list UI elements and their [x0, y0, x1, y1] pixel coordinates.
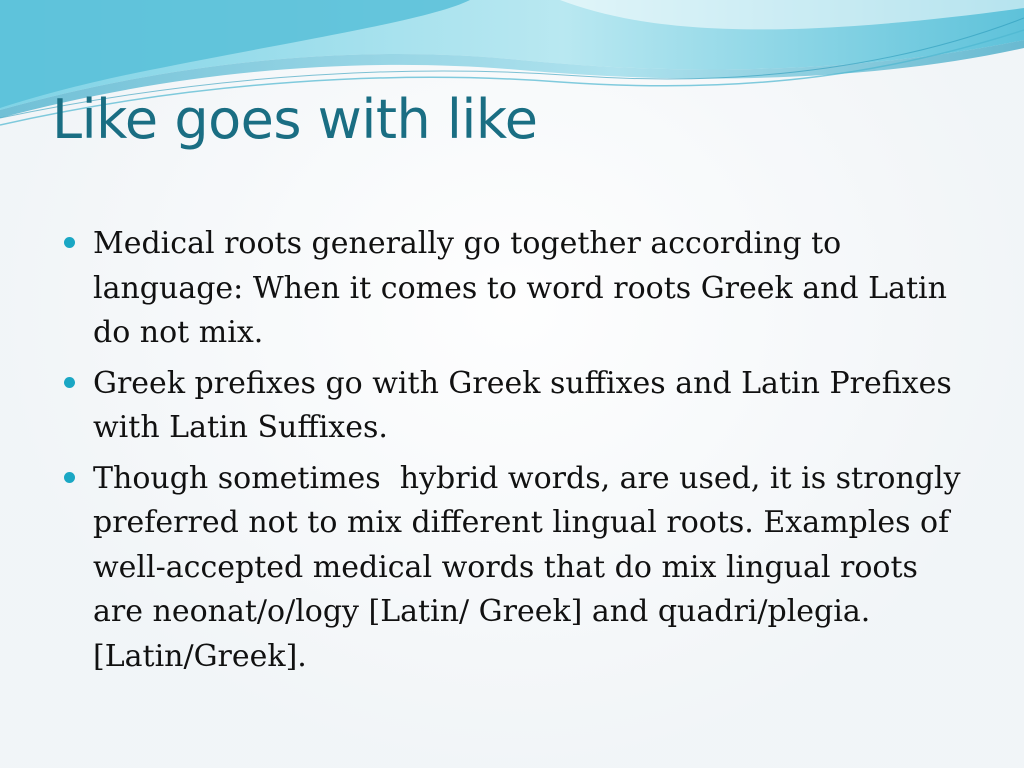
slide-title: Like goes with like	[52, 88, 538, 151]
bullet-dot-icon	[64, 377, 75, 388]
bullet-item	[62, 457, 971, 680]
bullet-list	[62, 222, 971, 685]
bullet-item	[62, 222, 962, 356]
bullet-dot-icon	[64, 237, 75, 248]
bullet-text: Medical roots generally go together according to language: When it comes to word roots Greek and Latin do not mix.	[93, 226, 957, 350]
bullet-text: Greek prefixes go with Greek suffixes and Latin Prefixes with Latin Suffixes.	[93, 365, 962, 445]
bullet-item	[62, 362, 962, 451]
bullet-dot-icon	[64, 472, 75, 483]
bullet-text: Though sometimes hybrid words, are used, it is strongly preferred not to mix different lingual roots. Examples of well-accepted medical words that do mix lingual roots are neonat/o/logy [Latin/ Greek] and quadri/plegia.[Latin/Greek].	[93, 460, 971, 674]
